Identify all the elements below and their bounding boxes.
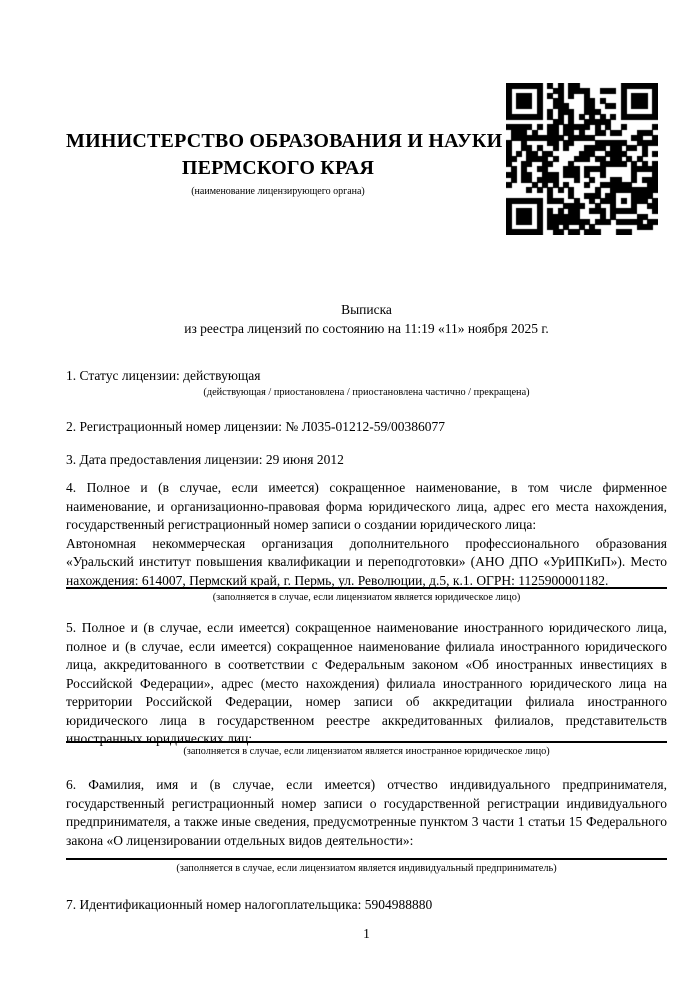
grant-date-line: 3. Дата предоставления лицензии: 29 июня 2012 [66,452,344,467]
registration-number-line: 2. Регистрационный номер лицензии: № Л035-01212-59/00386077 [66,419,446,434]
fill-rule-foreign-entity [66,741,667,743]
foreign-entity-caption: (заполняется в случае, если лицензиатом является иностранное юридическое лицо) [183,746,550,757]
ministry-name-line1: МИНИСТЕРСТВО ОБРАЗОВАНИЯ И НАУКИ [66,130,503,152]
entrepreneur-section: 6. Фамилия, имя и (в случае, если имеется) отчество индивидуального предпринимателя, государственный регистрационный номер записи о государственной регистрации индивидуального предпринимателя, а также иные сведения, предусмотренные пунктом 3 части 1 статьи 15 Федерального закона «О лицензировании отдельных видов деятельности»: [66,777,667,848]
legal-entity-section [66,479,667,590]
entrepreneur-caption: (заполняется в случае, если лицензиатом является индивидуальный предприниматель) [176,863,557,874]
document-title [66,301,667,338]
fill-rule-entrepreneur [66,858,667,860]
document-title-line2: из реестра лицензий по состоянию на 11:19 «11» ноября 2025 г. [184,320,549,336]
status-options-caption: (действующая / приостановлена / приостановлена частично / прекращена) [203,387,530,398]
legal-entity-value: Автономная некоммерческая организация дополнительного профессионального образования «Уральский институт повышения квалификации и переподготовки» (АНО ДПО «УрИПКиП»). Место нахождения: 614007, Пермский край, г. Пермь, ул. Революции, д.5, к.1. ОГРН: 1125900001182. [66,535,667,588]
legal-entity-label: 4. Полное и (в случае, если имеется) сокращенное наименование, в том числе фирменное наименование, и организационно-правовая форма юридического лица, адрес его места нахождения, государственный регистрационный номер записи о создании юридического лица: [66,480,667,532]
licensing-authority-header [66,128,503,198]
ministry-name-line2: ПЕРМСКОГО КРАЯ [181,157,375,179]
inn-line: 7. Идентификационный номер налогоплательщика: 5904988880 [66,897,433,912]
page-number: 1 [363,926,370,941]
document-title-line1: Выписка [341,302,392,317]
license-status-line: 1. Статус лицензии: действующая [66,368,261,383]
fill-rule-legal-entity [66,587,667,589]
legal-entity-caption: (заполняется в случае, если лицензиатом является юридическое лицо) [212,592,521,603]
qr-code [506,83,658,235]
ministry-caption: (наименование лицензирующего органа) [191,186,365,197]
foreign-entity-section: 5. Полное и (в случае, если имеется) сокращенное наименование иностранного юридического лица, полное и (в случае, если имеется) сокращенное наименование филиала иностранного юридического лица, аккредитованного в соответствии с Федеральным законом «Об иностранных инвестициях в Российской Федерации», адрес (место нахождения) филиала иностранного юридического лица на территории Российской Федерации, номер записи об аккредитации филиала иностранного юридического лица в государственном реестре аккредитованных филиалов, представительств иностранных юридических лиц: [66,620,667,746]
